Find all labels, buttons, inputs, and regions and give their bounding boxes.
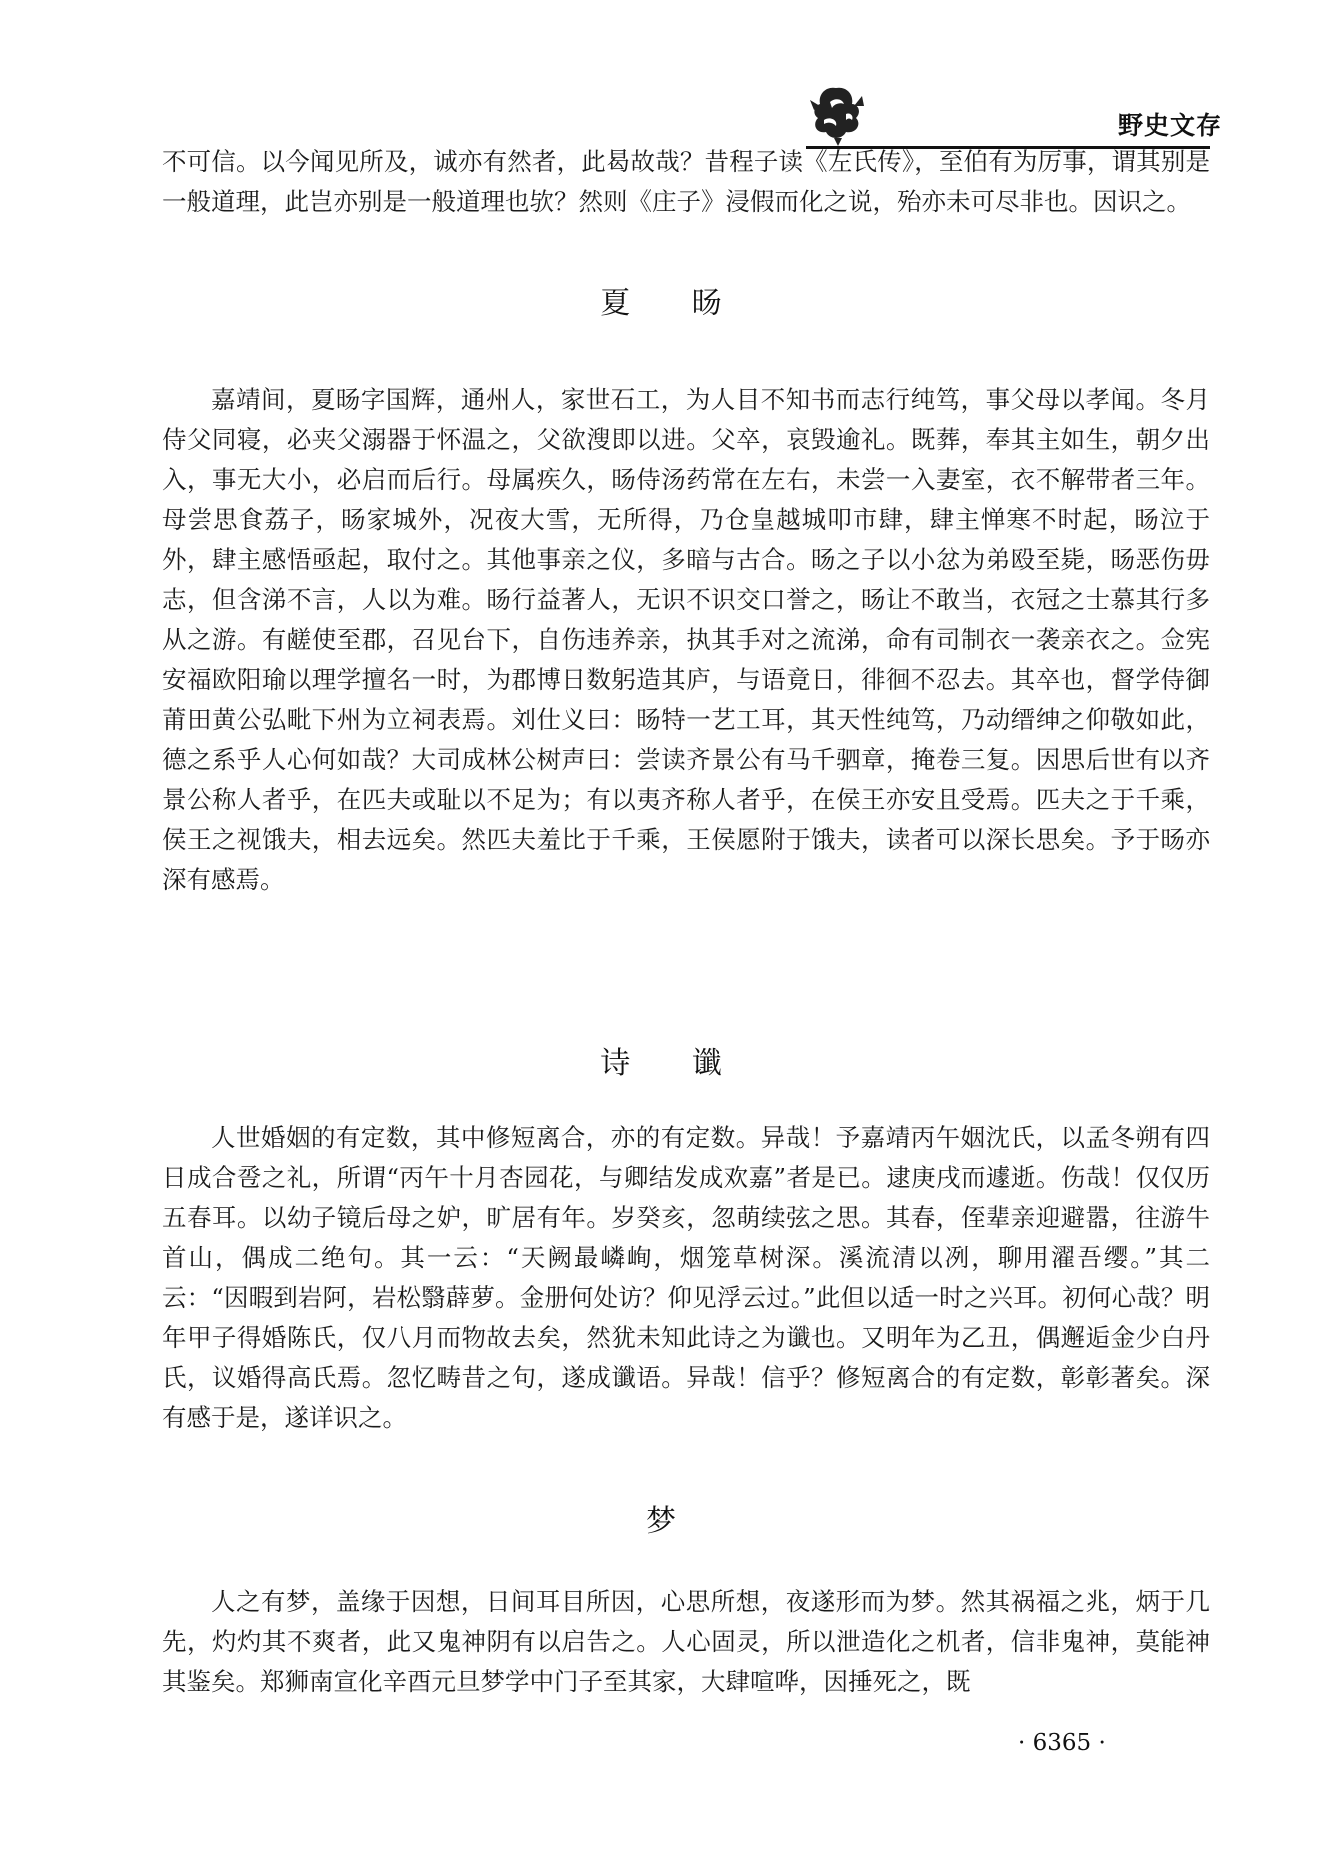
- continued-paragraph: 不可信。以今闻见所及，诚亦有然者，此曷故哉？昔程子读《左氏传》，至伯有为厉事，谓其别是一般道理，此岂亦别是一般道理也欤？然则《庄子》浸假而化之说，殆亦未可尽非也。因识之。: [162, 147, 1210, 216]
- section-title-shi-chen: 诗 谶: [600, 1046, 748, 1081]
- section-title-meng: 梦: [646, 1504, 702, 1539]
- running-header-title: 野史文存: [1118, 111, 1223, 140]
- page-number: · 6365 ·: [1018, 1730, 1106, 1756]
- section-body-xia-yang: 嘉靖间，夏旸字国辉，通州人，家世石工，为人目不知书而志行纯笃，事父母以孝闻。冬月侍父同寝，必夹父溺器于怀温之，父欲溲即以进。父卒，哀毁逾礼。既葬，奉其主如生，朝夕出入，事无大小，必启而后行。母属疾久，旸侍汤药常在左右，未尝一入妻室，衣不解带者三年。母尝思食荔子，旸家城外，况夜大雪，无所得，乃仓皇越城叩市肆，肆主惮寒不时起，旸泣于外，肆主感悟亟起，取付之。其他事亲之仪，多暗与古合。旸之子以小忿为弟殴至毙，旸恶伤毋志，但含涕不言，人以为难。旸行益著人，无识不识交口誉之，旸让不敢当，衣冠之士慕其行多从之游。有鹾使至郡，召见台下，自伤违养亲，执其手对之流涕，命有司制衣一袭亲衣之。佥宪安福欧阳瑜以理学擅名一时，为郡博日数躬造其庐，与语竟日，徘徊不忍去。其卒也，督学侍御莆田黄公弘毗下州为立祠表焉。刘仕义曰：旸特一艺工耳，其天性纯笃，乃动缙绅之仰敬如此，德之系乎人心何如哉？大司成林公树声曰：尝读齐景公有马千驷章，掩卷三复。因思后世有以齐景公称人者乎，在匹夫或耻以不足为；有以夷齐称人者乎，在侯王亦安且受焉。匹夫之于千乘，侯王之视饿夫，相去远矣。然匹夫羞比于千乘，王侯愿附于饿夫，读者可以深长思矣。予于旸亦深有感焉。: [162, 385, 1210, 894]
- section-body-shi-chen: 人世婚姻的有定数，其中修短离合，亦的有定数。异哉！予嘉靖丙午姻沈氏，以孟冬朔有四日成合卺之礼，所谓“丙午十月杏园花，与卿结发成欢嘉”者是已。逮庚戌而遽逝。伤哉！仅仅历五春耳。以幼子镜后母之妒，旷居有年。岁癸亥，忽萌续弦之思。其春，侄辈亲迎避嚣，往游牛首山，偶成二绝句。其一云：“天阙最嶙峋，烟笼草树深。溪流清以冽，聊用濯吾缨。”其二云：“因暇到岩阿，岩松翳薜萝。金册何处访？仰见浮云过。”此但以适一时之兴耳。初何心哉？明年甲子得婚陈氏，仅八月而物故去矣，然犹未知此诗之为谶也。又明年为乙丑，偶邂逅金少白丹氏，议婚得高氏焉。忽忆畴昔之句，遂成谶语。异哉！信乎？修短离合的有定数，彰彰著矣。深有感于是，遂详识之。: [162, 1123, 1210, 1432]
- dragon-icon: [806, 80, 868, 146]
- section-body-meng: 人之有梦，盖缘于因想，日间耳目所因，心思所想，夜遂形而为梦。然其祸福之兆，炳于几先，灼灼其不爽者，此又鬼神阴有以启告之。人心固灵，所以泄造化之机者，信非鬼神，莫能神其鉴矣。郑狮南宣化辛酉元旦梦学中门子至其家，大肆喧哗，因捶死之，既: [162, 1587, 1210, 1696]
- section-title-xia-yang: 夏 旸: [600, 286, 748, 321]
